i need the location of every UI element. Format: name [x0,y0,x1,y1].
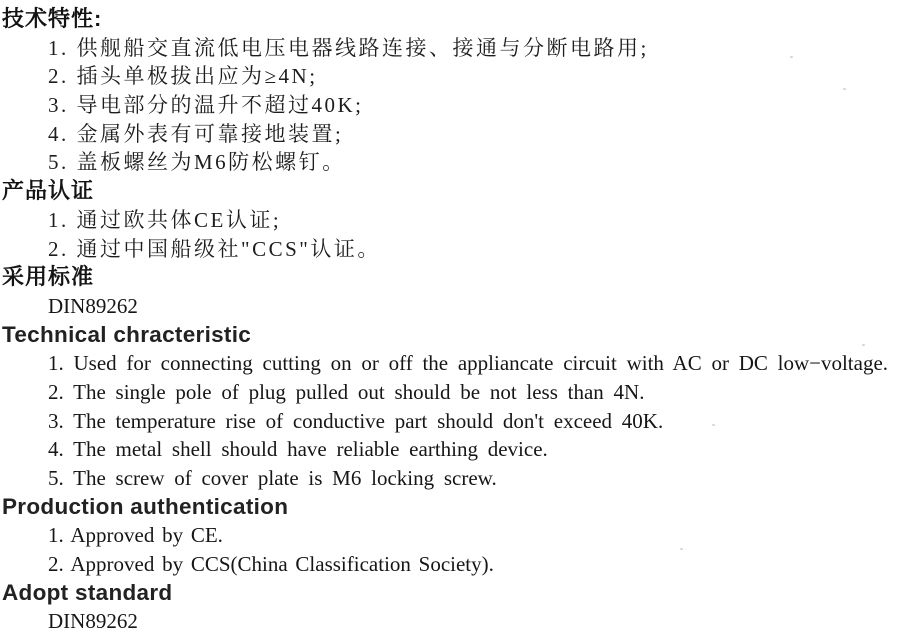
scan-noise-speck [712,424,715,426]
list-item: 2. 通过中国船级社"CCS"认证。 [48,236,381,261]
list-item: 1. Used for connecting cutting on or off the appliancate circuit with AC or DC low−voltage. [48,351,889,376]
standard-number: DIN89262 [48,609,138,634]
list-item: 5. 盖板螺丝为M6防松螺钉。 [48,150,346,175]
section-heading-technical-characteristic-en: Technical chracteristic [2,321,252,347]
list-item: 1. 通过欧共体CE认证; [48,207,282,232]
list-item: 2. 插头单极拔出应为≥4N; [48,64,318,89]
list-item: 3. The temperature rise of conductive part should don't exceed 40K. [48,408,664,433]
standard-number: DIN89262 [48,293,138,318]
list-item: 3. 导电部分的温升不超过40K; [48,93,364,118]
scan-noise-speck [790,56,793,58]
scan-noise-speck [843,88,846,90]
section-heading-product-certification-zh: 产品认证 [2,178,95,204]
list-item: 4. The metal shell should have reliable earthing device. [48,437,548,462]
list-item: 2. The single pole of plug pulled out should be not less than 4N. [48,379,645,404]
list-item: 2. Approved by CCS(China Classification Society). [48,552,494,577]
list-item: 1. 供舰船交直流低电压电器线路连接、接通与分断电路用; [48,35,649,60]
list-item: 5. The screw of cover plate is M6 locking screw. [48,466,497,490]
scan-noise-speck [862,344,865,346]
list-item: 4. 金属外表有可靠接地装置; [48,121,344,146]
scan-noise-speck [680,548,683,550]
section-heading-adopt-standard-en: Adopt standard [2,579,173,605]
section-heading-production-authentication-en: Production authentication [2,493,289,519]
section-heading-technical-features-zh: 技术特性: [2,6,103,31]
list-item: 1. Approved by CE. [48,523,223,548]
section-heading-adopt-standard-zh: 采用标准 [2,264,95,290]
